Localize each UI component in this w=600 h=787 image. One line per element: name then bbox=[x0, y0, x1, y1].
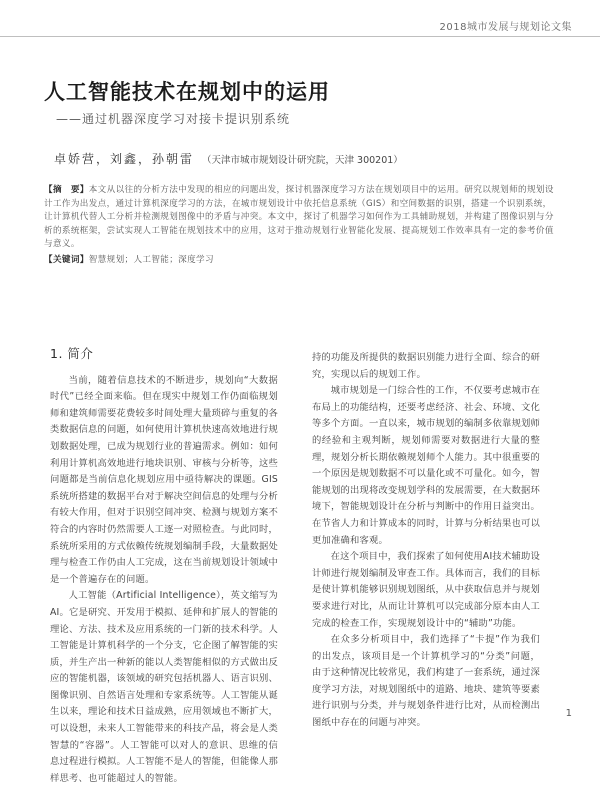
keywords: 智慧规划；人工智能；深度学习 bbox=[88, 254, 214, 265]
keywords-label: 【关键词】 bbox=[44, 254, 89, 265]
header-rule bbox=[0, 36, 600, 37]
left-column bbox=[50, 346, 278, 787]
section-heading: 1. 简介 bbox=[50, 346, 94, 361]
affiliation: （天津市城市规划设计研究院，天津 300201） bbox=[202, 155, 403, 166]
abstract-text: 本文从以往的分析方法中发现的相应的问题出发，探讨机器深度学习方法在规划项目中的运用。研究以规划师的规划设计工作为出发点，通过计算机深度学习的方法，在城市规划设计中依托信息系统（GIS）和空间数据的识别，搭建一个识别系统，让计算机代替人工分析并检测规划图像中的矛盾与冲突。本文中，探讨了机器学习如何作为工具辅助规划，并构建了图像识别与分析的系统框架，尝试实现人工智能在规划技术中的应用，这对于推动规划行业智能化发展、提高规划工作效率具有一定的参考价值与意义。 bbox=[44, 185, 554, 250]
paper-title: 人工智能技术在规划中的运用 bbox=[44, 80, 330, 104]
abstract-paragraph bbox=[44, 184, 554, 252]
body-paragraph: 持的功能及所提供的数据识别能力进行全面、综合的研究，实现以后的规划工作。 bbox=[312, 352, 540, 380]
body-paragraph: 在这个项目中，我们探索了如何使用AI技术辅助设计师进行规划编制及审查工作。具体而言，我们的目标是使计算机能够识别规划图纸，从中获取信息并与规划要求进行对比，从而让计算机可以完成部分原本由人工完成的检查工作，实现规划设计中的“辅助”功能。 bbox=[312, 551, 540, 629]
abstract-label: 【摘 要】 bbox=[44, 185, 89, 195]
page-number: 1 bbox=[565, 708, 572, 719]
authors: 卓娇营，刘鑫，孙朝雷 bbox=[54, 152, 195, 166]
author-line bbox=[54, 150, 403, 167]
body-paragraph: 在众多分析项目中，我们选择了“卡提”作为我们的出发点，该项目是一个计算机学习的“分类”问题，由于这种情况比较常见，我们构建了一套系统，通过深度学习方法，对规划图纸中的道路、地块、建筑等要素进行识别与分类，并与规划条件进行比对，从而检测出图纸中存在的问题与冲突。 bbox=[312, 634, 540, 729]
keywords-line bbox=[44, 254, 554, 268]
abstract bbox=[44, 184, 554, 268]
body-paragraph: 人工智能（Artificial Intelligence），英文缩写为AI。它是研究、开发用于模拟、延伸和扩展人的智能的理论、方法、技术及应用系统的一门新的技术科学。人工智能是计算机科学的一个分支，它企图了解智能的实质，并生产出一种新的能以人类智能相似的方式做出反应的智能机器，该领域的研究包括机器人、语言识别、图像识别、自然语言处理和专家系统等。人工智能从诞生以来，理论和技术日益成熟，应用领域也不断扩大，可以设想，未来人工智能带来的科技产品，将会是人类智慧的“容器”。人工智能可以对人的意识、思维的信息过程进行模拟。人工智能不是人的智能，但能像人那样思考、也可能超过人的智能。 bbox=[50, 590, 278, 784]
body-paragraph: 城市规划是一门综合性的工作，不仅要考虑城市在布局上的功能结构，还要考虑经济、社会、环境、文化等多个方面。一直以来，城市规划的编制多依靠规划师的经验和主观判断，规划师需要对数据进行大量的整理，规划分析长期依赖规划师个人能力。其中很重要的一个原因是规划数据不可以量化或不可量化。如今，智能规划的出现将改变规划学科的发展需要，在大数据环境下，智能规划设计在分析与判断中的作用日益突出。在节省人力和计算成本的同时，计算与分析结果也可以更加准确和客观。 bbox=[312, 385, 540, 546]
body-paragraph: 当前，随着信息技术的不断进步，规划向“大数据时代”已经全面来临。但在现实中规划工作仍面临规划师和建筑师需要花费较多时间处理大量琐碎与重复的各类数据信息的问题，如何使用计算机快速高效地进行规划数据处理，已成为规划行业的普遍需求。例如：如何利用计算机高效地进行地块识别、审核与分析等，这些问题都是当前信息化规划应用中亟待解决的课题。GIS系统所搭建的数据平台对于解决空间信息的处理与分析有较大作用，但对于识别空间冲突、检测与规划方案不符合的内容时仍然需要人工逐一对照检查。与此同时，系统所采用的方式依赖传统规划编制手段，大量数据处理与检查工作仍由人工完成，这在当前规划设计领域中是一个普遍存在的问题。 bbox=[50, 374, 278, 585]
running-header: 2018城市发展与规划论文集 bbox=[439, 22, 572, 33]
paper-subtitle: ——通过机器深度学习对接卡提识别系统 bbox=[56, 112, 291, 126]
right-column bbox=[312, 350, 540, 732]
